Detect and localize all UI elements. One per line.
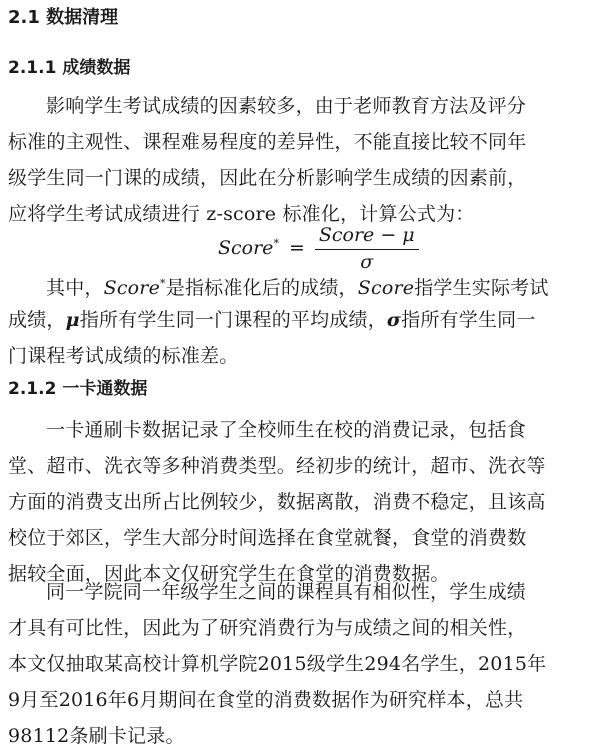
star-superscript: *: [160, 277, 166, 290]
text-span: 成绩，: [8, 309, 66, 331]
mu-symbol: μ: [65, 309, 80, 331]
sigma-symbol: σ: [386, 309, 402, 331]
text-line: 校位于郊区，学生大部分时间选择在食堂就餐，食堂的消费数: [8, 527, 527, 549]
formula-numerator: Score − μ: [315, 223, 419, 250]
section-heading: 2.1 数据清理: [8, 7, 119, 28]
subsection-heading-card: 2.1.2 一卡通数据: [8, 379, 148, 399]
text-line: 门课程考试成绩的标准差。: [8, 345, 239, 367]
text-line: 9月至2016年6月期间在食堂的消费数据作为研究样本，总共: [8, 689, 524, 711]
paragraph-card-sample: [8, 574, 594, 754]
text-line: 本文仅抽取某高校计算机学院2015级学生294名学生，2015年: [8, 653, 547, 675]
text-line: 一卡通刷卡数据记录了全校师生在校的消费记录，包括食: [46, 419, 527, 441]
text-line: 级学生同一门课的成绩，因此在分析影响学生成绩的因素前，: [8, 167, 527, 189]
text-line: 同一学院同一年级学生之间的课程具有相似性，学生成绩: [46, 581, 527, 603]
text-line: [8, 302, 594, 338]
formula-lhs: [218, 237, 279, 259]
subsection-heading-grades: 2.1.1 成绩数据: [8, 58, 131, 78]
paragraph-grades-intro: [8, 88, 594, 232]
text-line: 98112条刷卡记录。: [8, 725, 185, 747]
text-span: 指所有学生同一门课程的平均成绩，: [79, 309, 387, 331]
text-line: 影响学生考试成绩的因素较多，由于老师教育方法及评分: [46, 95, 527, 117]
text-line: 应将学生考试成绩进行 z-score 标准化，计算公式为：: [8, 203, 475, 225]
text-line: 才具有可比性，因此为了研究消费行为与成绩之间的相关性，: [8, 617, 527, 639]
formula-lhs-text: Score: [218, 237, 274, 259]
formula-lhs-sup: *: [273, 237, 279, 250]
formula-equals: =: [288, 237, 305, 259]
text-span: 其中，: [46, 277, 104, 299]
text-line: 标准的主观性、课程难易程度的差异性，不能直接比较不同年: [8, 131, 527, 153]
paragraph-grades-explanation: [8, 266, 594, 374]
formula-denominator: σ: [360, 250, 374, 273]
text-span: 指学生实际考试: [414, 277, 549, 299]
text-line: 据较全面，因此本文仅研究学生在食堂的消费数据。: [8, 563, 450, 585]
paragraph-card-intro: [8, 412, 594, 592]
text-line: [8, 266, 594, 302]
score-symbol: Score: [357, 277, 415, 299]
text-span: 是指标准化后的成绩，: [165, 277, 358, 299]
text-span: 指所有学生同一: [401, 309, 536, 331]
text-line: 方面的消费支出所占比例较少，数据离散，消费不稳定，且该高: [8, 491, 546, 513]
text-line: 堂、超市、洗衣等多种消费类型。经初步的统计，超市、洗衣等: [8, 455, 546, 477]
score-star-symbol: Score: [103, 277, 161, 299]
